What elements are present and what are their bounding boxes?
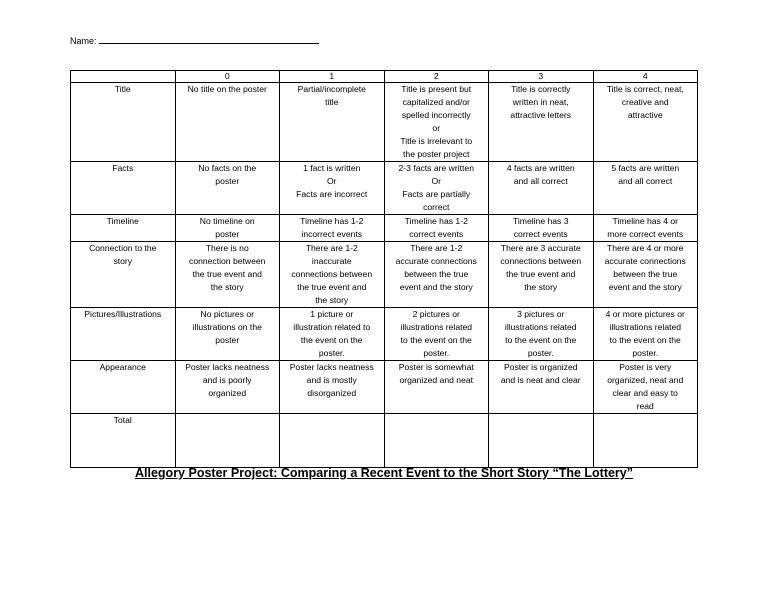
- table-cell: Timeline has 1-2 incorrect events: [280, 215, 385, 242]
- row-label-timeline: Timeline: [71, 215, 176, 242]
- row-label-pictures: Pictures/Illustrations: [71, 308, 176, 361]
- header-cell-score-2: 2: [384, 71, 489, 83]
- table-cell: Title is correct, neat, creative and attractive: [593, 83, 698, 162]
- header-cell-score-4: 4: [593, 71, 698, 83]
- table-cell: Poster lacks neatness and is poorly organized: [175, 361, 280, 414]
- table-cell: 2-3 facts are written Or Facts are partially correct: [384, 162, 489, 215]
- row-label-connection: Connection to the story: [71, 242, 176, 308]
- table-cell: Timeline has 3 correct events: [489, 215, 594, 242]
- table-cell: Partial/incomplete title: [280, 83, 385, 162]
- rubric-table: [70, 70, 698, 468]
- table-cell: 4 or more pictures or illustrations related to the event on the poster.: [593, 308, 698, 361]
- table-cell: No pictures or illustrations on the poster: [175, 308, 280, 361]
- total-cell: [175, 414, 280, 468]
- table-cell: There are 1-2 inaccurate connections between the true event and the story: [280, 242, 385, 308]
- document-title: Allegory Poster Project: Comparing a Recent Event to the Short Story “The Lottery”: [135, 466, 633, 480]
- table-row: [71, 215, 698, 242]
- total-cell: [593, 414, 698, 468]
- table-cell: Timeline has 1-2 correct events: [384, 215, 489, 242]
- table-cell: 5 facts are written and all correct: [593, 162, 698, 215]
- table-cell: No title on the poster: [175, 83, 280, 162]
- table-row: [71, 83, 698, 162]
- table-cell: 3 pictures or illustrations related to the event on the poster.: [489, 308, 594, 361]
- row-label-facts: Facts: [71, 162, 176, 215]
- table-cell: 1 picture or illustration related to the event on the poster.: [280, 308, 385, 361]
- name-label: Name:: [70, 36, 97, 46]
- table-row: [71, 242, 698, 308]
- table-cell: There are 3 accurate connections between the true event and the story: [489, 242, 594, 308]
- table-cell: No timeline on poster: [175, 215, 280, 242]
- table-row: [71, 162, 698, 215]
- table-cell: Poster lacks neatness and is mostly disorganized: [280, 361, 385, 414]
- table-cell: No facts on the poster: [175, 162, 280, 215]
- table-cell: 4 facts are written and all correct: [489, 162, 594, 215]
- header-cell-criteria: [71, 71, 176, 83]
- table-cell: There are 1-2 accurate connections between the true event and the story: [384, 242, 489, 308]
- table-cell: There are 4 or more accurate connections between the true event and the story: [593, 242, 698, 308]
- row-label-appearance: Appearance: [71, 361, 176, 414]
- table-cell: 2 pictures or illustrations related to the event on the poster.: [384, 308, 489, 361]
- table-row: [71, 361, 698, 414]
- total-cell: [384, 414, 489, 468]
- table-cell: Title is present but capitalized and/or spelled incorrectly or Title is irrelevant to the poster project: [384, 83, 489, 162]
- table-cell: Poster is very organized, neat and clear and easy to read: [593, 361, 698, 414]
- table-cell: Timeline has 4 or more correct events: [593, 215, 698, 242]
- header-cell-score-3: 3: [489, 71, 594, 83]
- table-cell: There is no connection between the true event and the story: [175, 242, 280, 308]
- table-header-row: [71, 71, 698, 83]
- name-field: [70, 35, 319, 46]
- row-label-title: Title: [71, 83, 176, 162]
- table-cell: Poster is organized and is neat and clear: [489, 361, 594, 414]
- name-blank-line: [99, 35, 319, 44]
- table-row: [71, 414, 698, 468]
- row-label-total: Total: [71, 414, 176, 468]
- total-cell: [489, 414, 594, 468]
- table-row: [71, 308, 698, 361]
- table-cell: 1 fact is written Or Facts are incorrect: [280, 162, 385, 215]
- header-cell-score-1: 1: [280, 71, 385, 83]
- total-cell: [280, 414, 385, 468]
- header-cell-score-0: 0: [175, 71, 280, 83]
- table-cell: Title is correctly written in neat, attractive letters: [489, 83, 594, 162]
- table-cell: Poster is somewhat organized and neat: [384, 361, 489, 414]
